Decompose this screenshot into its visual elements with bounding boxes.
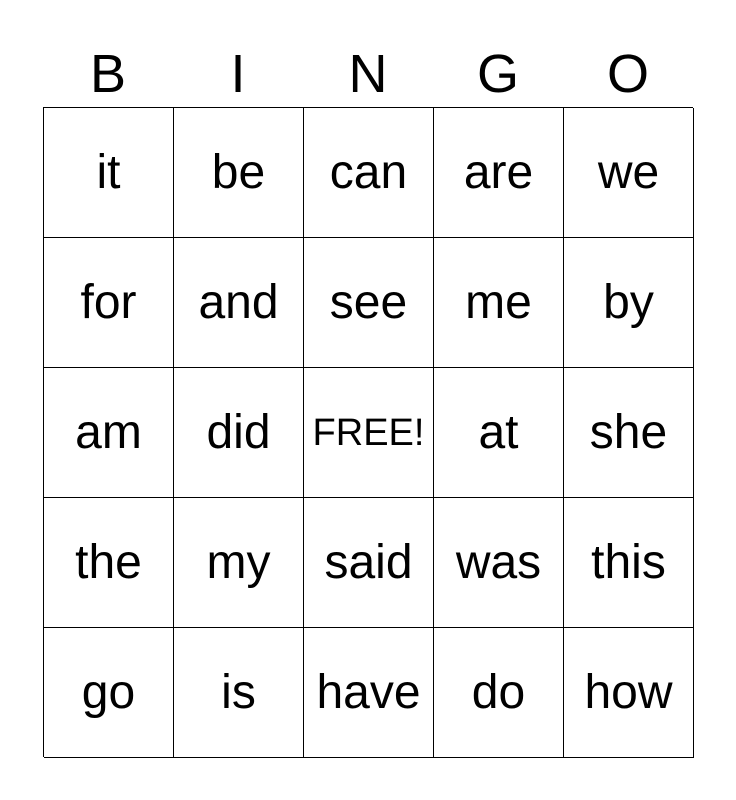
bingo-cell[interactable]: see bbox=[304, 238, 434, 368]
bingo-cell[interactable]: are bbox=[434, 108, 564, 238]
header-letter-i: I bbox=[230, 44, 246, 104]
bingo-cell[interactable]: how bbox=[564, 628, 694, 758]
bingo-cell[interactable]: this bbox=[564, 498, 694, 628]
bingo-cell[interactable]: go bbox=[44, 628, 174, 758]
header-letter-n: N bbox=[348, 44, 388, 104]
bingo-cell[interactable]: for bbox=[44, 238, 174, 368]
bingo-cell[interactable]: me bbox=[434, 238, 564, 368]
bingo-cell[interactable]: we bbox=[564, 108, 694, 238]
header-letter-b: B bbox=[89, 44, 127, 104]
bingo-cell[interactable]: she bbox=[564, 368, 694, 498]
bingo-cell[interactable]: did bbox=[174, 368, 304, 498]
bingo-cell[interactable]: at bbox=[434, 368, 564, 498]
bingo-header bbox=[43, 40, 693, 108]
header-letter-o: O bbox=[606, 44, 649, 104]
bingo-cell[interactable]: be bbox=[174, 108, 304, 238]
header-letter-g: G bbox=[476, 44, 519, 104]
bingo-cell[interactable]: by bbox=[564, 238, 694, 368]
bingo-cell[interactable]: was bbox=[434, 498, 564, 628]
bingo-cell[interactable]: my bbox=[174, 498, 304, 628]
bingo-cell[interactable]: it bbox=[44, 108, 174, 238]
bingo-cell[interactable]: have bbox=[304, 628, 434, 758]
bingo-cell[interactable]: the bbox=[44, 498, 174, 628]
free-space-cell[interactable]: FREE! bbox=[304, 368, 434, 498]
bingo-cell[interactable]: is bbox=[174, 628, 304, 758]
bingo-cell[interactable]: and bbox=[174, 238, 304, 368]
bingo-cell[interactable]: am bbox=[44, 368, 174, 498]
bingo-cell[interactable]: do bbox=[434, 628, 564, 758]
bingo-board bbox=[43, 107, 693, 757]
bingo-cell[interactable]: can bbox=[304, 108, 434, 238]
bingo-cell[interactable]: said bbox=[304, 498, 434, 628]
